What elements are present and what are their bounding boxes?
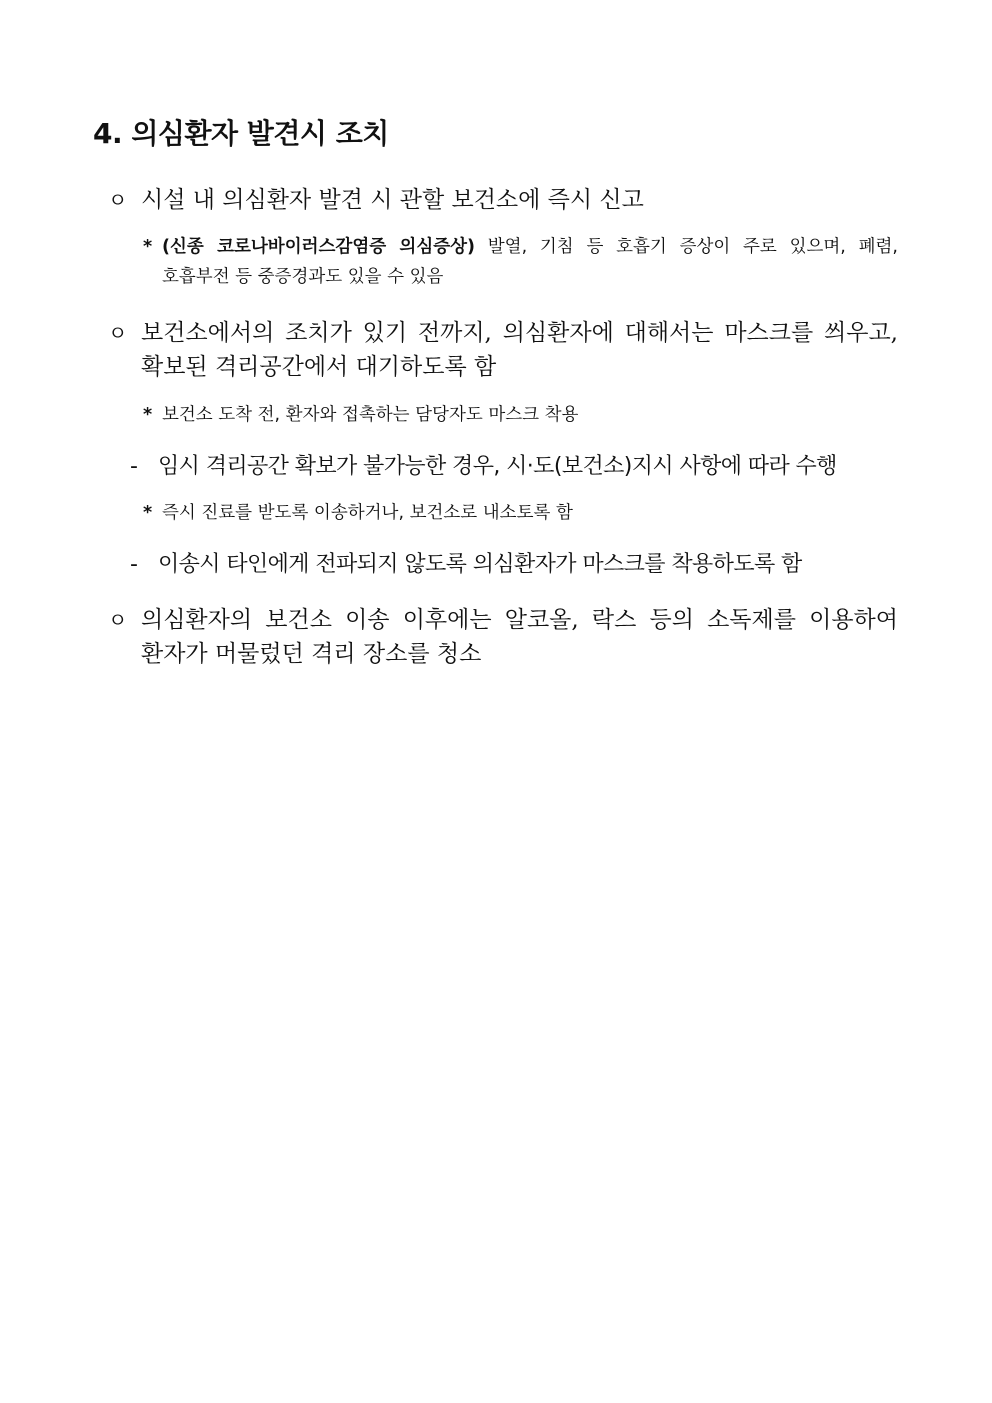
dash-item-text: 이송시 타인에게 전파되지 않도록 의심환자가 마스크를 착용하도록 함: [158, 552, 802, 577]
note-body: 발열, 기침 등 호흡기 증상이 주로 있으며, 폐렴, 호흡부전 등 중증경과도 있을 수 있음: [162, 237, 898, 287]
note-text: 즉시 진료를 받도록 이송하거나, 보건소로 내소토록 함: [162, 503, 573, 523]
bullet-item-text: 시설 내 의심환자 발견 시 관할 보건소에 즉시 신고: [141, 187, 644, 213]
asterisk-icon: *: [143, 405, 153, 425]
note-staff-mask: [143, 400, 898, 430]
dash-item-no-isolation-space: [130, 451, 898, 483]
note-text: 보건소 도착 전, 환자와 접촉하는 담당자도 마스크 착용: [162, 405, 579, 425]
dash-bullet-icon: -: [130, 454, 138, 479]
dash-bullet-icon: -: [130, 552, 138, 577]
note-symptoms: [143, 232, 898, 292]
note-text: [162, 232, 898, 292]
note-bold-label: (신종 코로나바이러스감염증 의심증상): [162, 237, 476, 257]
bullet-item-isolation: [108, 316, 898, 384]
dash-item-transport-mask: [130, 549, 898, 581]
bullet-item-text: 보건소에서의 조치가 있기 전까지, 의심환자에 대해서는 마스크를 씌우고, 확보된 격리공간에서 대기하도록 함: [141, 320, 898, 380]
bullet-item-report: [108, 183, 898, 217]
asterisk-icon: *: [143, 503, 153, 523]
asterisk-icon: *: [143, 237, 153, 257]
circle-bullet-icon: ㅇ: [108, 608, 128, 632]
note-transfer: [143, 498, 898, 528]
bullet-item-text: 의심환자의 보건소 이송 이후에는 알코올, 락스 등의 소독제를 이용하여 환자가 머물렀던 격리 장소를 청소: [141, 607, 898, 667]
circle-bullet-icon: ㅇ: [108, 188, 128, 212]
bullet-item-disinfection: [108, 603, 898, 671]
dash-item-text: 임시 격리공간 확보가 불가능한 경우, 시·도(보건소)지시 사항에 따라 수행: [158, 454, 837, 479]
circle-bullet-icon: ㅇ: [108, 321, 128, 345]
section-heading: 4. 의심환자 발견시 조치: [93, 117, 389, 150]
